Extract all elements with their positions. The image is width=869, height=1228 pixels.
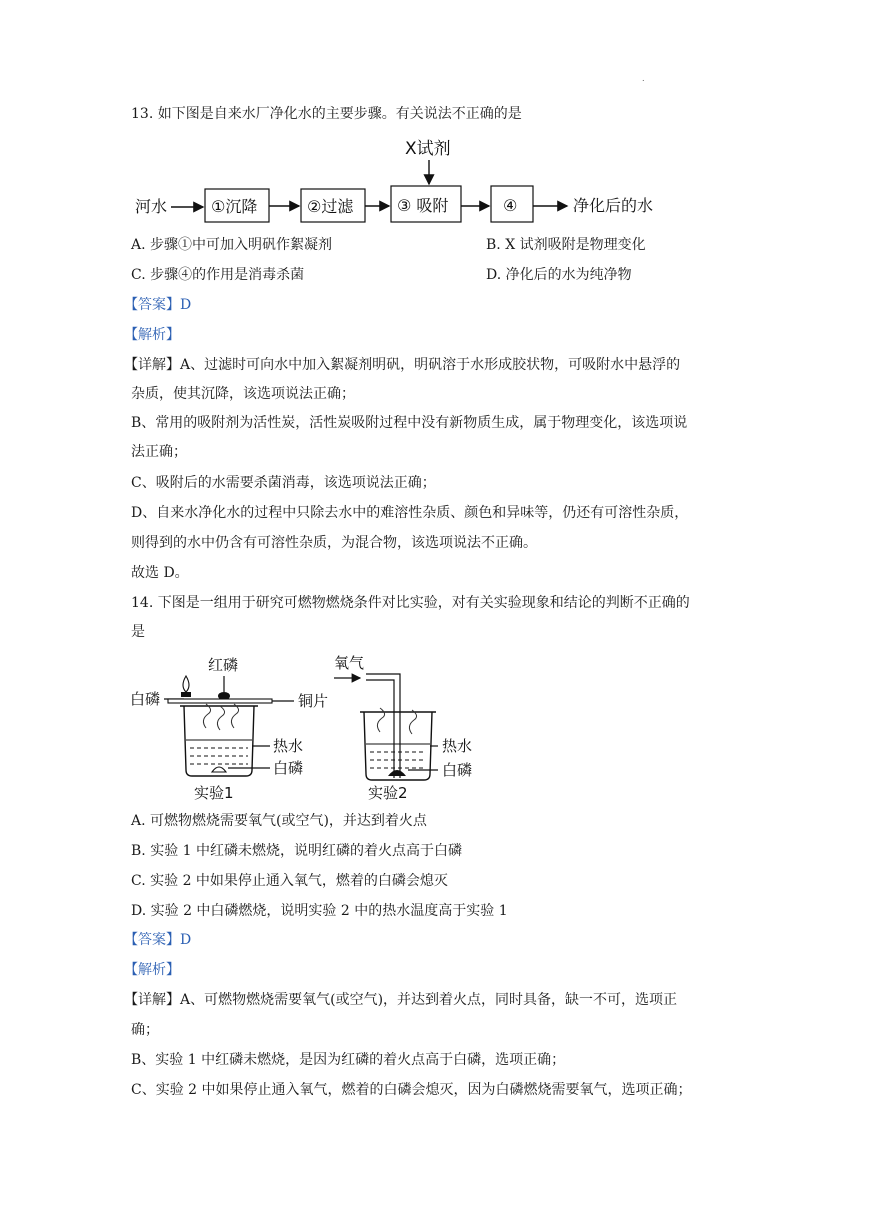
q13-option-d: D. 净化后的水为纯净物 — [486, 267, 632, 283]
beaker-1 — [184, 706, 254, 776]
q13-detail-line: 杂质，使其沉降，该选项说法正确； — [131, 386, 355, 402]
page-mark: . — [642, 74, 645, 83]
q13-detail-line: 则得到的水中仍含有可溶性杂质，为混合物，该选项说法不正确。 — [131, 535, 537, 551]
q14-stem: 14. 下图是一组用于研究可燃物燃烧条件对比实验，对有关实验现象和结论的判断不正确的 — [131, 595, 690, 611]
q13-step1-label: ①沉降 — [211, 197, 258, 216]
q14-red-phosphorus-label: 红磷 — [208, 656, 239, 674]
q13-reagent-label: X试剂 — [405, 139, 451, 159]
q14-answer: 【答案】D — [124, 932, 192, 948]
q13-step4-label: ④ — [503, 196, 518, 215]
q13-option-a: A. 步骤①中可加入明矾作絮凝剂 — [131, 237, 333, 253]
q13-purification-diagram — [125, 134, 685, 229]
q13-step3-label: ③ 吸附 — [397, 196, 449, 215]
q14-combustion-figure — [128, 648, 488, 808]
q14-detail-line: B、实验 1 中红磷未燃烧，是因为红磷的着火点高于白磷，选项正确； — [131, 1052, 566, 1068]
q14-option-d: D. 实验 2 中白磷燃烧，说明实验 2 中的热水温度高于实验 1 — [131, 903, 508, 919]
q13-option-b: B. X 试剂吸附是物理变化 — [486, 237, 646, 253]
q13-source-label: 河水 — [135, 197, 168, 216]
q13-step2-label: ②过滤 — [307, 197, 354, 216]
q14-hot-water-2-label: 热水 — [442, 737, 473, 755]
copper-sheet — [168, 699, 272, 703]
q13-stem: 13. 如下图是自来水厂净化水的主要步骤。有关说法不正确的是 — [131, 106, 522, 122]
q14-white-phosphorus-1-label: 白磷 — [273, 759, 304, 777]
q13-detail-line: C、吸附后的水需要杀菌消毒，该选项说法正确； — [131, 475, 436, 491]
q13-option-c: C. 步骤④的作用是消毒杀菌 — [131, 267, 305, 283]
q14-white-phosphorus-2-label: 白磷 — [442, 761, 473, 779]
q13-detail-line: D、自来水净化水的过程中只除去水中的难溶性杂质、颜色和异味等，仍还有可溶性杂质， — [131, 505, 689, 521]
flame-icon — [183, 676, 189, 692]
q14-oxygen-label: 氧气 — [334, 654, 365, 672]
q14-detail-line: 【详解】A、可燃物燃烧需要氧气(或空气)，并达到着火点，同时具备，缺一不可，选项正 — [124, 992, 678, 1008]
q14-option-a: A. 可燃物燃烧需要氧气(或空气)，并达到着火点 — [131, 813, 427, 829]
q14-white-phosphorus-top-label: 白磷 — [130, 690, 161, 708]
q14-experiment1-label: 实验1 — [194, 784, 234, 802]
q13-detail-line: B、常用的吸附剂为活性炭，活性炭吸附过程中没有新物质生成，属于物理变化，该选项说 — [131, 415, 688, 431]
white-phosphorus-piece — [181, 692, 191, 697]
q14-hot-water-1-label: 热水 — [273, 737, 304, 755]
q14-stem-cont: 是 — [131, 624, 145, 640]
q14-option-b: B. 实验 1 中红磷未燃烧，说明红磷的着火点高于白磷 — [131, 843, 462, 859]
q14-detail-line: 确； — [131, 1022, 159, 1038]
q14-experiment2-label: 实验2 — [368, 784, 408, 802]
oxygen-tube — [366, 674, 400, 778]
q13-detail-line: 故选 D。 — [131, 565, 189, 581]
q14-copper-sheet-label: 铜片 — [298, 692, 329, 710]
q14-detail-line: C、实验 2 中如果停止通入氧气，燃着的白磷会熄灭，因为白磷燃烧需要氧气，选项正确； — [131, 1082, 692, 1098]
white-phosphorus-underwater — [212, 767, 226, 772]
q14-analysis-label: 【解析】 — [124, 962, 180, 978]
q13-detail-line: 法正确； — [131, 444, 187, 460]
q13-result-label: 净化后的水 — [573, 196, 654, 215]
q13-detail-line: 【详解】A、过滤时可向水中加入絮凝剂明矾，明矾溶于水形成胶状物，可吸附水中悬浮的 — [124, 357, 681, 373]
q13-answer: 【答案】D — [124, 297, 192, 313]
q13-analysis-label: 【解析】 — [124, 327, 180, 343]
q14-option-c: C. 实验 2 中如果停止通入氧气，燃着的白磷会熄灭 — [131, 873, 448, 889]
white-phosphorus-2 — [388, 770, 406, 776]
